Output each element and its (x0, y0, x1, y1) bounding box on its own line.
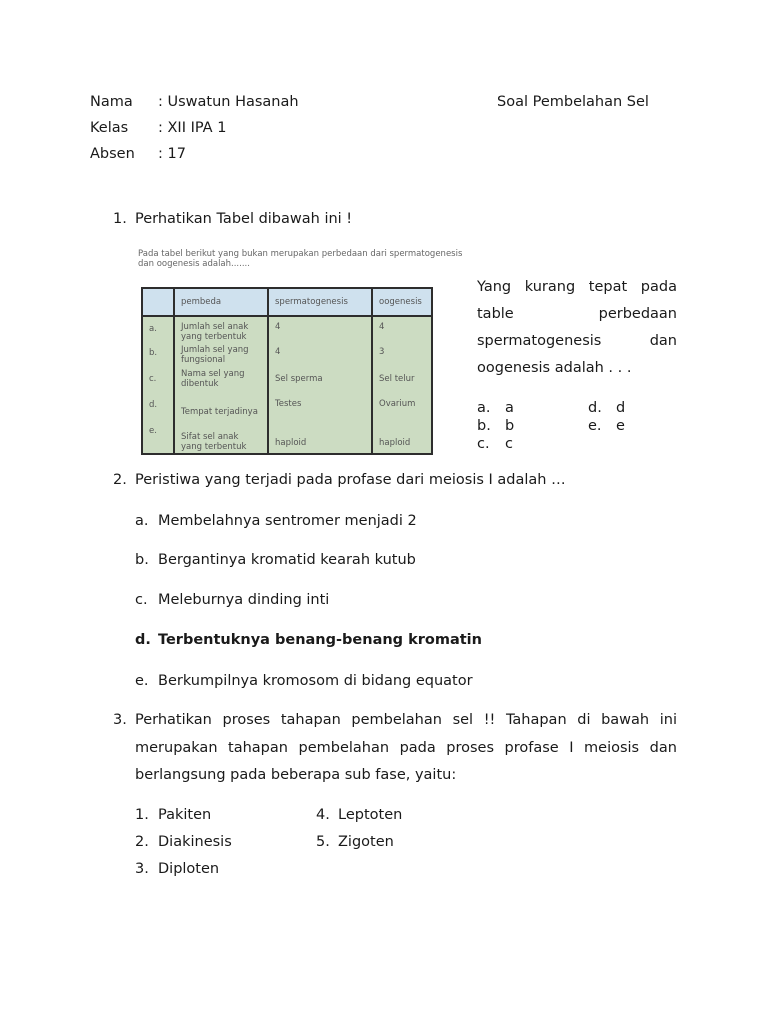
q3-item-number: 2. (135, 834, 149, 850)
pembeda-cell: Sifat sel anak yang terbentuk (181, 432, 247, 452)
word: sel (452, 712, 474, 728)
header-pembeda: pembeda (174, 288, 268, 316)
word: pembelahan (351, 712, 442, 728)
q2-option-d-text: Terbentuknya benang-benang kromatin (158, 632, 482, 648)
q2-option-c-letter: c. (135, 592, 148, 608)
figure-caption: Pada tabel berikut yang bukan merupakan perbedaan dari spermatogenesis dan oogenesis adalah....... (138, 249, 463, 269)
word: !! (483, 712, 496, 728)
q1-text: Perhatikan Tabel dibawah ini ! (135, 211, 353, 227)
q2-option-a-letter: a. (135, 513, 149, 529)
word: Tahapan (505, 712, 567, 728)
oogenesis-cell: Ovarium (379, 399, 416, 409)
spermatogenesis-cell: Sel sperma (275, 374, 323, 384)
oogenesis-cell: 4 (379, 322, 385, 332)
q1-option-b-text: b (505, 418, 515, 434)
word: pembelahan (298, 740, 390, 756)
q3-item-text: Pakiten (158, 807, 212, 823)
word: table (477, 306, 514, 322)
q1-option-c-text: c (505, 436, 513, 452)
word: Perhatikan (135, 712, 212, 728)
q1-option-e-text: e (616, 418, 625, 434)
oogenesis-cell: haploid (379, 438, 411, 448)
q3-line-1 (135, 712, 677, 728)
pembeda-cell: Tempat terjadinya (181, 407, 258, 417)
word: dan (649, 333, 677, 349)
q3-item-text: Diakinesis (158, 834, 232, 850)
word: ini (659, 712, 677, 728)
q3-item-text: Leptoten (338, 807, 403, 823)
q3-line-3: berlangsung pada beberapa sub fase, yaitu: (135, 767, 457, 783)
word: di (577, 712, 591, 728)
q2-option-c-text: Meleburnya dinding inti (158, 592, 330, 608)
q3-item-number: 1. (135, 807, 149, 823)
q1-option-a-text: a (505, 400, 514, 416)
q2-option-d-letter: d. (135, 632, 151, 648)
word: tahapan (280, 712, 341, 728)
q1-side-line-4: oogenesis adalah . . . (477, 360, 632, 376)
kelas-value: : XII IPA 1 (158, 120, 227, 136)
q2-text: Peristiwa yang terjadi pada profase dari meiosis I adalah … (135, 472, 566, 488)
word: proses (222, 712, 271, 728)
word: proses (446, 740, 495, 756)
row-letter: e. (149, 426, 157, 436)
q2-option-e-letter: e. (135, 673, 149, 689)
q1-option-d-letter: d. (588, 400, 602, 416)
word: I (569, 740, 574, 756)
row-letter: a. (149, 324, 157, 334)
spermatogenesis-cell: 4 (275, 347, 281, 357)
word: tahapan (228, 740, 288, 756)
word: merupakan (135, 740, 218, 756)
spermatogenesis-cell: 4 (275, 322, 281, 332)
q1-option-c-letter: c. (477, 436, 490, 452)
q2-option-b-letter: b. (135, 552, 149, 568)
row-letter: d. (149, 400, 158, 410)
word: pada (640, 279, 677, 295)
nama-label: Nama (90, 94, 133, 110)
q1-option-d-text: d (616, 400, 626, 416)
word: Yang (477, 279, 512, 295)
word: pada (399, 740, 436, 756)
q3-item-text: Diploten (158, 861, 220, 877)
q2-option-b-text: Bergantinya kromatid kearah kutub (158, 552, 416, 568)
q2-option-a-text: Membelahnya sentromer menjadi 2 (158, 513, 417, 529)
q3-item-number: 4. (316, 807, 330, 823)
q1-table-figure (136, 247, 476, 457)
q1-side-line-1 (477, 279, 677, 295)
row-letter: b. (149, 348, 158, 358)
header-oogenesis: oogenesis (372, 288, 432, 316)
word: tepat (588, 279, 628, 295)
absen-value: : 17 (158, 146, 186, 162)
q2-option-e-text: Berkumpilnya kromosom di bidang equator (158, 673, 473, 689)
oogenesis-cell: 3 (379, 347, 385, 357)
q3-item-number: 5. (316, 834, 330, 850)
nama-value: : Uswatun Hasanah (158, 94, 299, 110)
q1-side-line-3 (477, 333, 677, 349)
word: kurang (524, 279, 576, 295)
q3-number: 3. (113, 712, 127, 728)
comparison-table (141, 287, 433, 455)
q2-number: 2. (113, 472, 127, 488)
word: profase (504, 740, 559, 756)
q1-number: 1. (113, 211, 127, 227)
word: spermatogenesis (477, 333, 602, 349)
pembeda-cell: Jumlah sel anak yang terbentuk (181, 322, 249, 342)
pembeda-cell: Nama sel yang dibentuk (181, 369, 245, 389)
word: meiosis (584, 740, 640, 756)
word: bawah (601, 712, 650, 728)
q1-option-a-letter: a. (477, 400, 491, 416)
q3-line-2 (135, 740, 677, 756)
q3-item-number: 3. (135, 861, 149, 877)
pembeda-cell: Jumlah sel yang fungsional (181, 345, 249, 365)
row-letter: c. (149, 374, 157, 384)
header-spermatogenesis: spermatogenesis (268, 288, 372, 316)
page-title: Soal Pembelahan Sel (497, 94, 649, 110)
oogenesis-cell: Sel telur (379, 374, 415, 384)
word: perbedaan (598, 306, 677, 322)
word: dan (649, 740, 677, 756)
spermatogenesis-cell: haploid (275, 438, 307, 448)
q1-option-b-letter: b. (477, 418, 491, 434)
spermatogenesis-cell: Testes (275, 399, 302, 409)
q3-item-text: Zigoten (338, 834, 394, 850)
absen-label: Absen (90, 146, 135, 162)
q1-side-line-2 (477, 306, 677, 322)
kelas-label: Kelas (90, 120, 129, 136)
q1-option-e-letter: e. (588, 418, 602, 434)
